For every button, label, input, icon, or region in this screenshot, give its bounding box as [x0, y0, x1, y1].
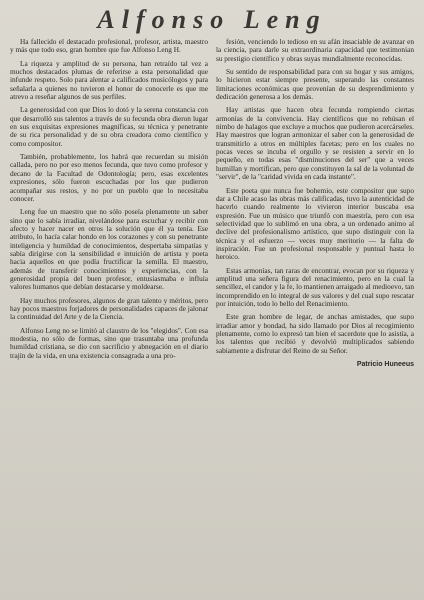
paragraph: Su sentido de responsabilidad para con su hogar y sus amigos, lo hicieron estar siempre presente, superando las constantes limitaciones económicas que provenían de su desprendimiento y dedicación generosa a los demás. [216, 67, 414, 102]
paragraph: Hay muchos profesores, algunos de gran talento y méritos, pero hay pocos maestros forjadores de personalidades capaces de jalonar la continuidad del Arte y de la Ciencia. [10, 295, 208, 322]
paragraph: Leng fue un maestro que no sólo poseía plenamente un saber sino que lo sabía irradiar, nivelándose para escuchar y recibir con afecto y hacer nacer en otros la solución que él ya tenía. Ese atributo, lo hacía calar hondo en los corazones y con su penetrante inteligencia y humildad de conocimientos, despertaba simpatías y sabía dirigirse con la sensibilidad e intuición de artista y poeta hacia aquellos en que podía fructificar la semilla. El maestro, además de transferir conocimientos y experiencias, con la generosidad propia del buen profesor, entusiasmaba e influía valores humanos que debían destacarse y moldearse. [10, 207, 208, 292]
paragraph: Este poeta que nunca fue bohemio, este compositor que supo dar a Chile acaso las obras más calificadas, tuvo la autenticidad de hacerlo cuando realmente lo vivieron interior buscaba esa expresión. Fue un músico que triunfó con maestría, pero con esa selectividad que lo sublimó en una obra, a un ordenado animo al declive del profesionalismo artístico, que supo distinguir con la técnica y el esfuerzo — veces muy meritorio — la falta de inspiración. Fue un profesional responsable y puntual hasta lo heroico. [216, 185, 414, 262]
paragraph: Ha fallecido el destacado profesional, profesor, artista, maestro y más que todo eso, gran hombre que fue Alfonso Leng H. [10, 37, 208, 55]
paragraph: Estas armonías, tan raras de encontrar, evocan por su riqueza y amplitud una señera figura del renacimiento, pero en la cual la sencillez, el candor y la fe, lo mantienen arraigado al medioevo, tan incomprendido en lo integral de sus valores y del cual supo rescatar por intuición, todo lo bello del Renacimiento. [216, 265, 414, 308]
paragraph: También, probablemente, los habrá que recuerdan su misión callada, pero no por eso menos fecunda, que tuvo como profesor y decano de la Facultad de Odontología; pero, esas excelentes expresiones, sólo fueron escuchadas por los que pudieron acompañar sus restos, y no por un pueblo que lo necesitaba conocer. [10, 152, 208, 203]
article-columns [10, 38, 414, 369]
paragraph: Este gran hombre de legar, de anchas amistades, que supo irradiar amor y bondad, ha sido llamado por Dios al recogimiento plenamente, como lo expresó tan bien el sacerdote que lo asistía, a los talentos que recibió y devolvió multiplicados sabiendo sabiamente a disfrutar del Reino de su Señor. [216, 312, 414, 355]
paragraph: Alfonso Leng no se limitó al claustro de los "elegidos". Con esa modestia, no sólo de formas, sino que trasuntaba una profunda humildad cristiana, se dio con sacrificio y abnegación en el diario trajín de la vida, en una existencia consagrada a una pro- [10, 325, 208, 360]
right-column [216, 38, 414, 369]
left-column [10, 38, 208, 369]
paragraph: Hay artistas que hacen obra fecunda rompiendo ciertas armonías de la convivencia. Hay científicos que no rehúsan el nimbo de halagos que excluye a muchos que pudieron acercárseles. Hay maestros que logran armonizar el saber con la generosidad de transmitirlo a otros en múltiples facetas; pero en los cuales no pocas veces se incuba el orgullo y se resisten a servir en lo pequeño, en todas esas "disminuciones del ser" que a veces humillan y mortifican, pero que constituyen la sal de la voluntad de "servir", de la "caridad vivida en cada instante". [216, 105, 414, 182]
paragraph: La generosidad con que Dios lo dotó y la serena constancia con que desarrolló sus talentos a través de su fecunda obra dieron lugar en sus exquisitas expresiones magníficas, su técnica y penetrante de su rica personalidad y de su obra creadora como científico y como compositor. [10, 105, 208, 148]
paragraph: fesión, venciendo lo tedioso en su afán insaciable de avanzar en la ciencia, para darle su extraordinaria capacidad que testimonian su prestigio científico y obras suyas mundialmente reconocidas. [216, 37, 414, 63]
author-signature: Patricio Huneeus [356, 361, 414, 369]
article-title: Alfonso Leng [97, 5, 327, 34]
right-paragraphs [216, 38, 414, 355]
paragraph: La riqueza y amplitud de su persona, han retraído tal vez a muchos destacados plumas de referirse a esta personalidad que infunde respeto. Solo para alentar a calificados musicólogos y para señalarla a quienes no tuvieron el honor de conocerle es que me atrevo a reseñar algunos de sus perfiles. [10, 58, 208, 102]
